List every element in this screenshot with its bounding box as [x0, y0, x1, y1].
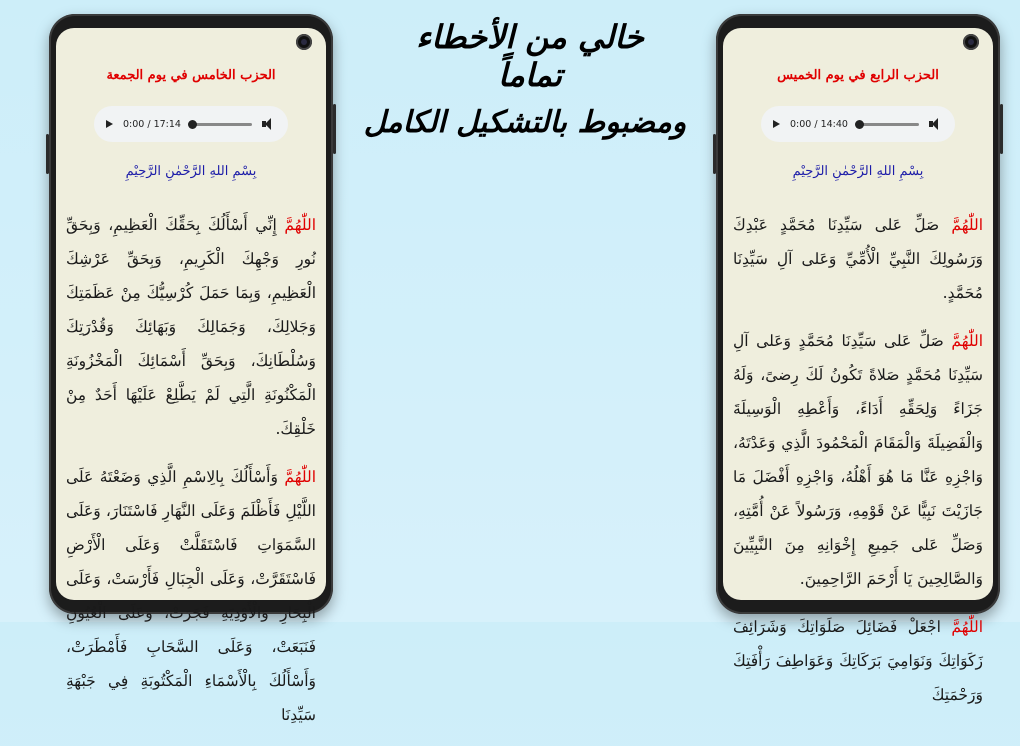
headline-line-2: ومضبوط بالتشكيل الكامل: [363, 105, 687, 140]
volume-button: [46, 134, 49, 174]
dua-paragraph: [733, 610, 983, 712]
dua-paragraph: [733, 208, 983, 310]
dua-text: [733, 208, 983, 726]
allahumma-label: اللّٰهُمَّ: [284, 216, 316, 234]
power-button: [1000, 104, 1003, 154]
paragraph-text: اجْعَلْ فَضَائِلَ صَلَوَاتِكَ وَشَرَائِفَ زَكَوَاتِكَ وَنَوَامِيَ بَرَكَاتِكَ وَعَوَاطِفَ رَأْفَتِكَ وَرَحْمَتِكَ: [733, 618, 983, 704]
phone-screen-left: [56, 28, 326, 724]
allahumma-label: اللّٰهُمَّ: [951, 618, 983, 636]
phone-screen-right: [723, 28, 993, 704]
play-icon[interactable]: [773, 120, 780, 128]
audio-time: 0:00 / 17:14: [123, 118, 181, 130]
audio-player: [94, 106, 288, 142]
allahumma-label: اللّٰهُمَّ: [951, 216, 983, 234]
audio-seek-slider[interactable]: [858, 123, 919, 126]
hizb-title: الحزب الرابع في يوم الخميس: [777, 68, 939, 83]
paragraph-text: إِنِّي أَسْأَلُكَ بِحَقِّكَ الْعَظِيمِ، وَبِحَقِّ نُورِ وَجْهِكَ الْكَرِيمِ، وَبِحَقِّ عَرْشِكَ الْعَظِيمِ، وَبِمَا حَمَلَ كُرْسِيُّكَ مِنْ عَظَمَتِكَ وَجَلالِكَ، وَجَمَالِكَ وَبَهَائِكَ وَقُدْرَتِكَ وَسُلْطَانِكَ، وَبِحَقِّ أَسْمَائِكَ الْمَخْزُونَةِ الْمَكْنُونَةِ الَّتِي لَمْ يَطَّلِعْ عَلَيْهَا أَحَدٌ مِنْ خَلْقِكَ.: [66, 216, 316, 438]
volume-icon[interactable]: [262, 118, 276, 130]
volume-button: [713, 134, 716, 174]
audio-seek-slider[interactable]: [191, 123, 252, 126]
seek-thumb[interactable]: [855, 120, 864, 129]
play-icon[interactable]: [106, 120, 113, 128]
phone-left: [49, 14, 333, 724]
camera-icon: [296, 34, 312, 50]
seek-thumb[interactable]: [188, 120, 197, 129]
paragraph-text: صَلِّ عَلى سَيِّدِنَا مُحَمَّدٍ عَبْدِكَ وَرَسُولِكَ النَّبِيِّ الْأُمِّيِّ وَعَلى آلِ سَيِّدِنَا مُحَمَّدٍ.: [733, 216, 983, 302]
paragraph-text: صَلِّ عَلى سَيِّدِنَا مُحَمَّدٍ وَعَلى آلِ سَيِّدِنَا مُحَمَّدٍ صَلاةً تَكُونُ لَكَ رِضىً، وَلَهُ جَزَاءً وَلِحَقِّهِ أَدَاءً، وَأَعْطِهِ الْوَسِيلَةَ وَالْفَضِيلَةَ وَالْمَقَامَ الْمَحْمُودَ الَّذِي وَعَدْتَهُ، وَاجْزِهِ عَنَّا مَا هُوَ أَهْلُهُ، وَاجْزِهِ أَفْضَلَ مَا جَازَيْتَ نَبِيًّا عَنْ قَوْمِهِ، وَرَسُولاً عَنْ أُمَّتِهِ، وَصَلِّ عَلى جَمِيعِ إِخْوَانِهِ مِنَ النَّبِيِّينَ وَالصَّالِحِينَ يَا أَرْحَمَ الرَّاحِمِينَ.: [733, 332, 983, 588]
dua-paragraph: [66, 460, 316, 732]
basmala: بِسْمِ اللهِ الرَّحْمٰنِ الرَّحِيْمِ: [792, 164, 924, 179]
volume-icon[interactable]: [929, 118, 943, 130]
power-button: [333, 104, 336, 154]
dua-text: [66, 208, 316, 746]
dua-paragraph: [733, 324, 983, 596]
headline-line-1: خالي من الأخطاء تماماً: [416, 18, 644, 94]
audio-time: 0:00 / 14:40: [790, 118, 848, 130]
allahumma-label: اللّٰهُمَّ: [284, 468, 316, 486]
dua-paragraph: [66, 208, 316, 446]
allahumma-label: اللّٰهُمَّ: [951, 332, 983, 350]
camera-icon: [963, 34, 979, 50]
hizb-title: الحزب الخامس في يوم الجمعة: [106, 68, 276, 83]
audio-player: [761, 106, 955, 142]
phone-right: [716, 14, 1000, 704]
paragraph-text: وَأَسْأَلُكَ بِالِاسْمِ الَّذِي وَضَعْتَهُ عَلَى اللَّيْلِ فَأَظْلَمَ وَعَلَى النَّهَارِ فَاسْتَنَارَ، وَعَلَى السَّمَوَاتِ فَاسْتَقَلَّتْ وَعَلَى الْأَرْضِ فَاسْتَقَرَّتْ، وَعَلَى الْجِبَالِ فَأَرْسَتْ، وَعَلَى الْبِحَارِ وَالْأَوْدِيَةِ فَجَرَتْ، وَعَلَى الْعُيُونِ فَنَبَعَتْ، وَعَلَى السَّحَابِ فَأَمْطَرَتْ، وَأَسْأَلُكَ بِالْأَسْمَاءِ الْمَكْتُوبَةِ فِي جَبْهَةِ سَيِّدِنَا: [66, 468, 316, 724]
basmala: بِسْمِ اللهِ الرَّحْمٰنِ الرَّحِيْمِ: [125, 164, 257, 179]
